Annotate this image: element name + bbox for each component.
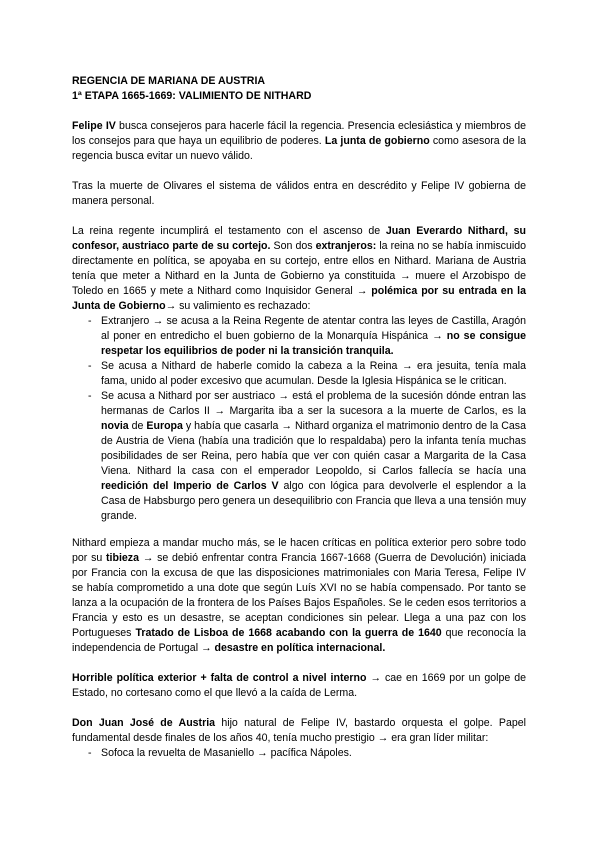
bold-text: La junta de gobierno	[324, 135, 430, 147]
text-run: hijo natural de Felipe IV, bastardo orquesta el golpe. Papel fundamental desde finales de los años 40, tenía mucho prestigio → era gran líder militar:	[72, 717, 526, 744]
text-run: que reconocía la independencia de Portugal →	[72, 627, 526, 654]
paragraph-caida-nithard	[72, 671, 526, 701]
text-run: la reina no se había inmiscuido directamente en política, se apoyaba en su cortejo, entre ellos en Nithard. Mariana de Austria tenía que meter a Nithard en la Junta de Gobierno ya constituida → muere el Arzobispo de Toledo en 1665 y mete a Nithard como Inquisidor General →	[72, 240, 526, 297]
bold-text: Horrible política exterior + falta de control a nivel interno	[72, 672, 367, 684]
bold-text: polémica por su entrada en la Junta de Gobierno	[72, 285, 526, 312]
text-run: y había que casarla → Nithard organiza el matrimonio dentro de la Casa de Austria de Viena (había una tradición que lo respaldaba) pero la infanta tenía muchas posibilidades de ser Reina, pero había que ver con quién casar a Margarita de la Casa Viena. Nithard la casa con el emperador Leopoldo, si Carlos fallecía se hacía una	[101, 420, 526, 477]
text-run: Sofoca la revuelta de Masaniello → pacífica Nápoles.	[101, 747, 352, 759]
accusations-list	[72, 314, 526, 524]
bold-text: tibieza	[106, 552, 139, 564]
text-run: Tras la muerte de Olivares el sistema de válidos entra en descrédito y Felipe IV gobierna de manera personal.	[72, 180, 526, 207]
bold-text: Tratado de Lisboa de 1668 acabando con la guerra de 1640	[135, 627, 442, 639]
bold-text: desastre en política internacional.	[214, 642, 386, 654]
paragraph-juan-jose	[72, 716, 526, 746]
list-item	[72, 746, 526, 761]
list-item	[72, 359, 526, 389]
paragraph-felipe-iv	[72, 119, 526, 164]
bold-text: Juan Everardo Nithard, su confesor, austriaco parte de su cortejo.	[72, 225, 527, 252]
text-run: Se acusa a Nithard de haberle comido la cabeza a la Reina → era jesuita, tenía mala fama, unido al poder excesivo que acumulan. Desde la Iglesia Hispánica se le critican.	[101, 360, 526, 387]
text-run: Extranjero → se acusa a la Reina Regente de atentar contra las leyes de Castilla, Aragón al poner en entredicho el buen gobierno de la Monarquía Hispánica →	[101, 315, 526, 342]
text-run: como asesora de la regencia busca evitar un nuevo válido.	[72, 135, 526, 162]
bullet-dash: -	[88, 315, 92, 327]
text-run: de	[128, 420, 147, 432]
military-list	[72, 746, 526, 761]
bold-text: extranjeros:	[315, 240, 377, 252]
text-run: Nithard empieza a mandar mucho más, se le hacen críticas en política exterior pero sobre todo por su	[72, 537, 526, 564]
bold-text: novia	[101, 420, 129, 432]
text-run: Son dos	[270, 240, 316, 252]
list-item	[72, 389, 526, 524]
text-run: → su valimiento es rechazado:	[165, 300, 311, 312]
bold-text: Don Juan José de Austria	[72, 717, 216, 729]
paragraph-olivares	[72, 179, 526, 209]
bold-text: reedición del Imperio de Carlos V	[101, 480, 279, 492]
paragraph-nithard-ascenso	[72, 224, 526, 314]
bullet-dash: -	[88, 747, 92, 759]
bold-text: Felipe IV	[72, 120, 116, 132]
paragraph-politica-exterior	[72, 536, 526, 656]
list-item	[72, 314, 526, 359]
section-heading: 1ª ETAPA 1665-1669: VALIMIENTO DE NITHARD	[72, 90, 312, 102]
bold-text: no se consigue respetar los equilibrios de poder ni la transición tranquila.	[101, 330, 526, 357]
document-title: REGENCIA DE MARIANA DE AUSTRIA	[72, 75, 266, 87]
bullet-dash: -	[88, 360, 92, 372]
text-run: → se debió enfrentar contra Francia 1667-1668 (Guerra de Devolución) iniciada por Francia con la excusa de que las disposiciones matrimoniales con Maria Teresa, Felipe IV se había comprometido a una dote que según Luís XVI no se había compensado. Por tanto se lanza a la ocupación de la frontera de los Países Bajos Españoles. Se le ceden esos territorios a Francia y esto es un desastre, se aceptan condiciones sin pelear. Llega a una paz con los Portugueses	[72, 552, 526, 639]
document-page	[72, 74, 526, 761]
text-run: → cae en 1669 por un golpe de Estado, no cortesano como el que llevó a la caída de Lerma.	[72, 672, 526, 699]
text-run: La reina regente incumplirá el testamento con el ascenso de	[72, 225, 386, 237]
text-run: Se acusa a Nithard por ser austriaco → está el problema de la sucesión dónde entran las hermanas de Carlos II → Margarita iba a ser la sucesora a la muerte de Carlos, es la	[101, 390, 526, 417]
text-run: algo con lógica para devolverle el esplendor a la Casa de Habsburgo pero genera un desequilibrio con Francia que lleva a una tensión muy grande.	[101, 480, 526, 522]
bullet-dash: -	[88, 390, 92, 402]
bold-text: Europa	[146, 420, 183, 432]
text-run: busca consejeros para hacerle fácil la regencia. Presencia eclesiástica y miembros de los consejos para que haya un equilibrio de poderes.	[72, 120, 526, 147]
